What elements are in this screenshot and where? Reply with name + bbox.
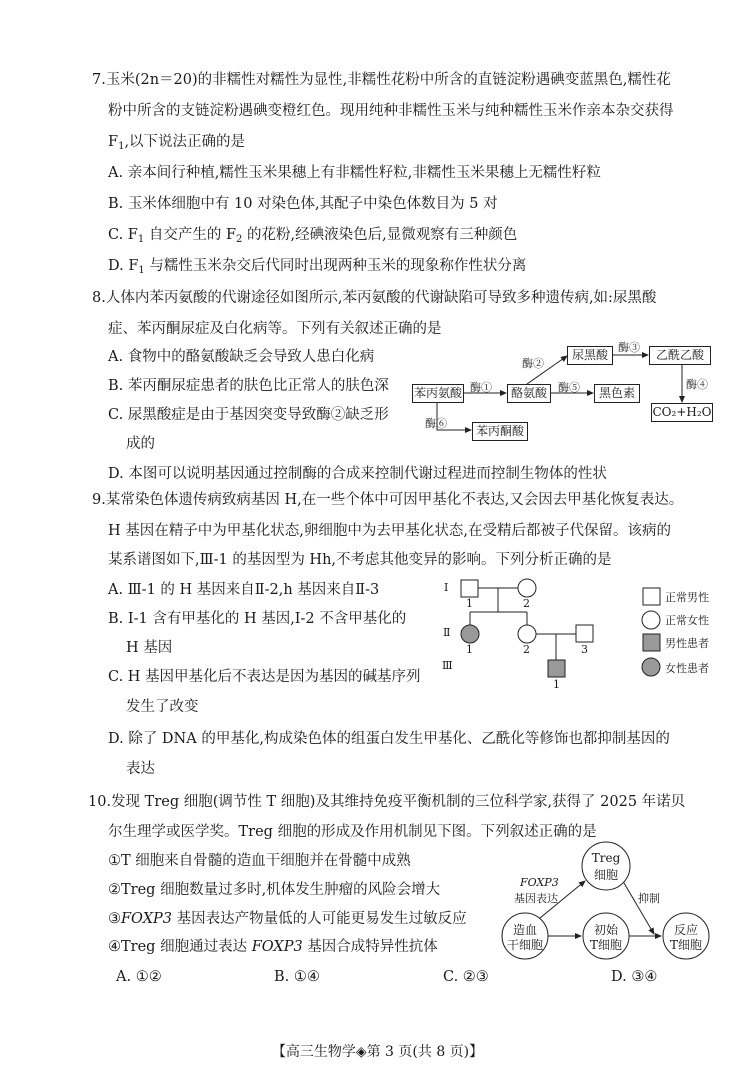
enzyme-1-label: 酶① <box>470 381 492 394</box>
q10-stem-line2: 尔生理学或医学奖。Treg 细胞的形成及作用机制见下图。下列叙述正确的是 <box>108 824 597 840</box>
iii-1-number: 1 <box>553 678 560 691</box>
hsc-label-1: 造血 <box>512 923 537 937</box>
naive-t-label-2: T细胞 <box>589 938 622 952</box>
phenylpyruvic-acid-box: 苯丙酮酸 <box>472 422 528 441</box>
q9-stem-line3: 某系谱图如下,Ⅲ-1 的基因型为 Hh,不考虑其他变异的影响。下列分析正确的是 <box>108 552 612 568</box>
i-2-number: 2 <box>523 597 530 610</box>
generation-iii-label: Ⅲ <box>442 659 453 672</box>
generation-ii-label: Ⅱ <box>443 626 451 639</box>
naive-t-label-1: 初始 <box>593 923 618 937</box>
q10-statement-2: ②Treg 细胞数量过多时,机体发生肿瘤的风险会增大 <box>108 882 441 898</box>
generation-i-label: Ⅰ <box>444 581 449 594</box>
co2-water-box: CO₂+H₂O <box>651 403 713 422</box>
q8-option-c-line2: 成的 <box>126 436 155 452</box>
q9-option-c-line2: 发生了改变 <box>126 699 199 715</box>
q8-option-d: D. 本图可以说明基因通过控制酶的合成来控制代谢过程进而控制生物体的性状 <box>108 466 607 482</box>
q8-stem-line2: 症、苯丙酮尿症及白化病等。下列有关叙述正确的是 <box>108 321 442 337</box>
phenylalanine-box: 苯丙氨酸 <box>412 384 464 403</box>
enzyme-6-label: 酶⑥ <box>425 417 447 430</box>
legend-affected-female: 女性患者 <box>665 662 709 675</box>
q9-option-c-line1: C. H 基因甲基化后不表达是因为基因的碱基序列 <box>108 669 421 685</box>
enzyme-2-label: 酶② <box>522 357 544 370</box>
treg-cell-label-1: Treg <box>591 851 621 865</box>
inhibit-label: 抑制 <box>638 892 660 905</box>
enzyme-5-label: 酶⑤ <box>558 381 580 394</box>
treg-cell-label-2: 细胞 <box>593 868 618 882</box>
q10-option-a: A. ①② <box>116 969 162 985</box>
gene-expression-label: 基因表达 <box>514 892 558 905</box>
q8-option-c-line1: C. 尿黑酸症是由于基因突变导致酶②缺乏形 <box>108 407 389 423</box>
foxp3-label: FOXP3 <box>520 876 559 889</box>
homogentisic-acid-box: 尿黑酸 <box>567 346 613 365</box>
q7-option-b: B. 玉米体细胞中有 10 对染色体,其配子中染色体数目为 5 对 <box>108 196 498 212</box>
legend-normal-male: 正常男性 <box>665 591 709 604</box>
acetoacetic-acid-box: 乙酰乙酸 <box>649 346 711 365</box>
q9-option-b-line1: B. Ⅰ-1 含有甲基化的 H 基因,Ⅰ-2 不含甲基化的 <box>108 611 407 627</box>
q7-option-d: D. $F_1$ 与糯性玉米杂交后代同时出现两种玉米的现象称作性状分离 <box>108 258 527 276</box>
page-footer: 【高三生物学◈第 3 页(共 8 页)】 <box>271 1044 484 1060</box>
q10-option-d: D. ③④ <box>611 969 658 985</box>
q8-option-a: A. 食物中的酪氨酸缺乏会导致人患白化病 <box>108 349 375 365</box>
tyrosine-box: 酪氨酸 <box>507 384 551 403</box>
q9-stem-line1: 9.某常染色体遗传病致病基因 H,在一些个体中可因甲基化不表达,又会因去甲基化恢复表达。 <box>92 492 684 508</box>
ii-1-number: 1 <box>466 643 473 656</box>
q7-stem-line3: $F_1$,以下说法正确的是 <box>108 134 246 152</box>
legend-normal-female: 正常女性 <box>665 614 709 627</box>
q10-statement-3: ③FOXP3 基因表达产物量低的人可能更易发生过敏反应 <box>108 911 467 927</box>
q7-option-c: C. $F_1$ 自交产生的 $F_2$ 的花粉,经碘液染色后,显微观察有三种颜色 <box>108 227 518 245</box>
q9-option-d-line2: 表达 <box>126 761 155 777</box>
effector-t-label-1: 反应 <box>673 923 698 937</box>
q8-stem-line1: 8.人体内苯丙氨酸的代谢途径如图所示,苯丙氨酸的代谢缺陷可导致多种遗传病,如:尿黑酸 <box>92 290 657 306</box>
q8-option-b: B. 苯丙酮尿症患者的肤色比正常人的肤色深 <box>108 378 389 394</box>
q7-stem-line2: 粉中所含的支链淀粉遇碘变橙红色。现用纯种非糯性玉米与纯种糯性玉米作亲本杂交获得 <box>108 103 674 119</box>
effector-t-label-2: T细胞 <box>669 938 702 952</box>
q9-option-a: A. Ⅲ-1 的 H 基因来自Ⅱ-2,h 基因来自Ⅱ-3 <box>108 582 380 598</box>
legend-affected-male: 男性患者 <box>665 637 709 650</box>
q10-option-b: B. ①④ <box>274 969 320 985</box>
enzyme-3-label: 酶③ <box>618 341 640 354</box>
i-1-number: 1 <box>466 597 473 610</box>
q10-statement-1: ①T 细胞来自骨髓的造血干细胞并在骨髓中成熟 <box>108 853 411 869</box>
hsc-label-2: 干细胞 <box>507 938 544 952</box>
melanin-box: 黑色素 <box>594 384 640 403</box>
q9-option-d-line1: D. 除了 DNA 的甲基化,构成染色体的组蛋白发生甲基化、乙酰化等修饰也都抑制基因的 <box>108 731 670 747</box>
ii-3-number: 3 <box>581 643 588 656</box>
q9-stem-line2: H 基因在精子中为甲基化状态,卵细胞中为去甲基化状态,在受精后都被子代保留。该病的 <box>108 523 671 539</box>
q9-option-b-line2: H 基因 <box>126 640 173 656</box>
ii-2-number: 2 <box>523 643 530 656</box>
q10-option-c: C. ②③ <box>443 969 489 985</box>
q10-statement-4: ④Treg 细胞通过表达 FOXP3 基因合成特异性抗体 <box>108 939 438 955</box>
q7-stem-line1: 7.玉米(2n＝20)的非糯性对糯性为显性,非糯性花粉中所含的直链淀粉遇碘变蓝黑色,糯性花 <box>92 72 671 88</box>
q10-stem-line1: 10.发现 Treg 细胞(调节性 T 细胞)及其维持免疫平衡机制的三位科学家,获得了 2025 年诺贝 <box>88 794 686 810</box>
q7-option-a: A. 亲本间行种植,糯性玉米果穗上有非糯性籽粒,非糯性玉米果穗上无糯性籽粒 <box>108 165 601 181</box>
enzyme-4-label: 酶④ <box>686 378 708 391</box>
